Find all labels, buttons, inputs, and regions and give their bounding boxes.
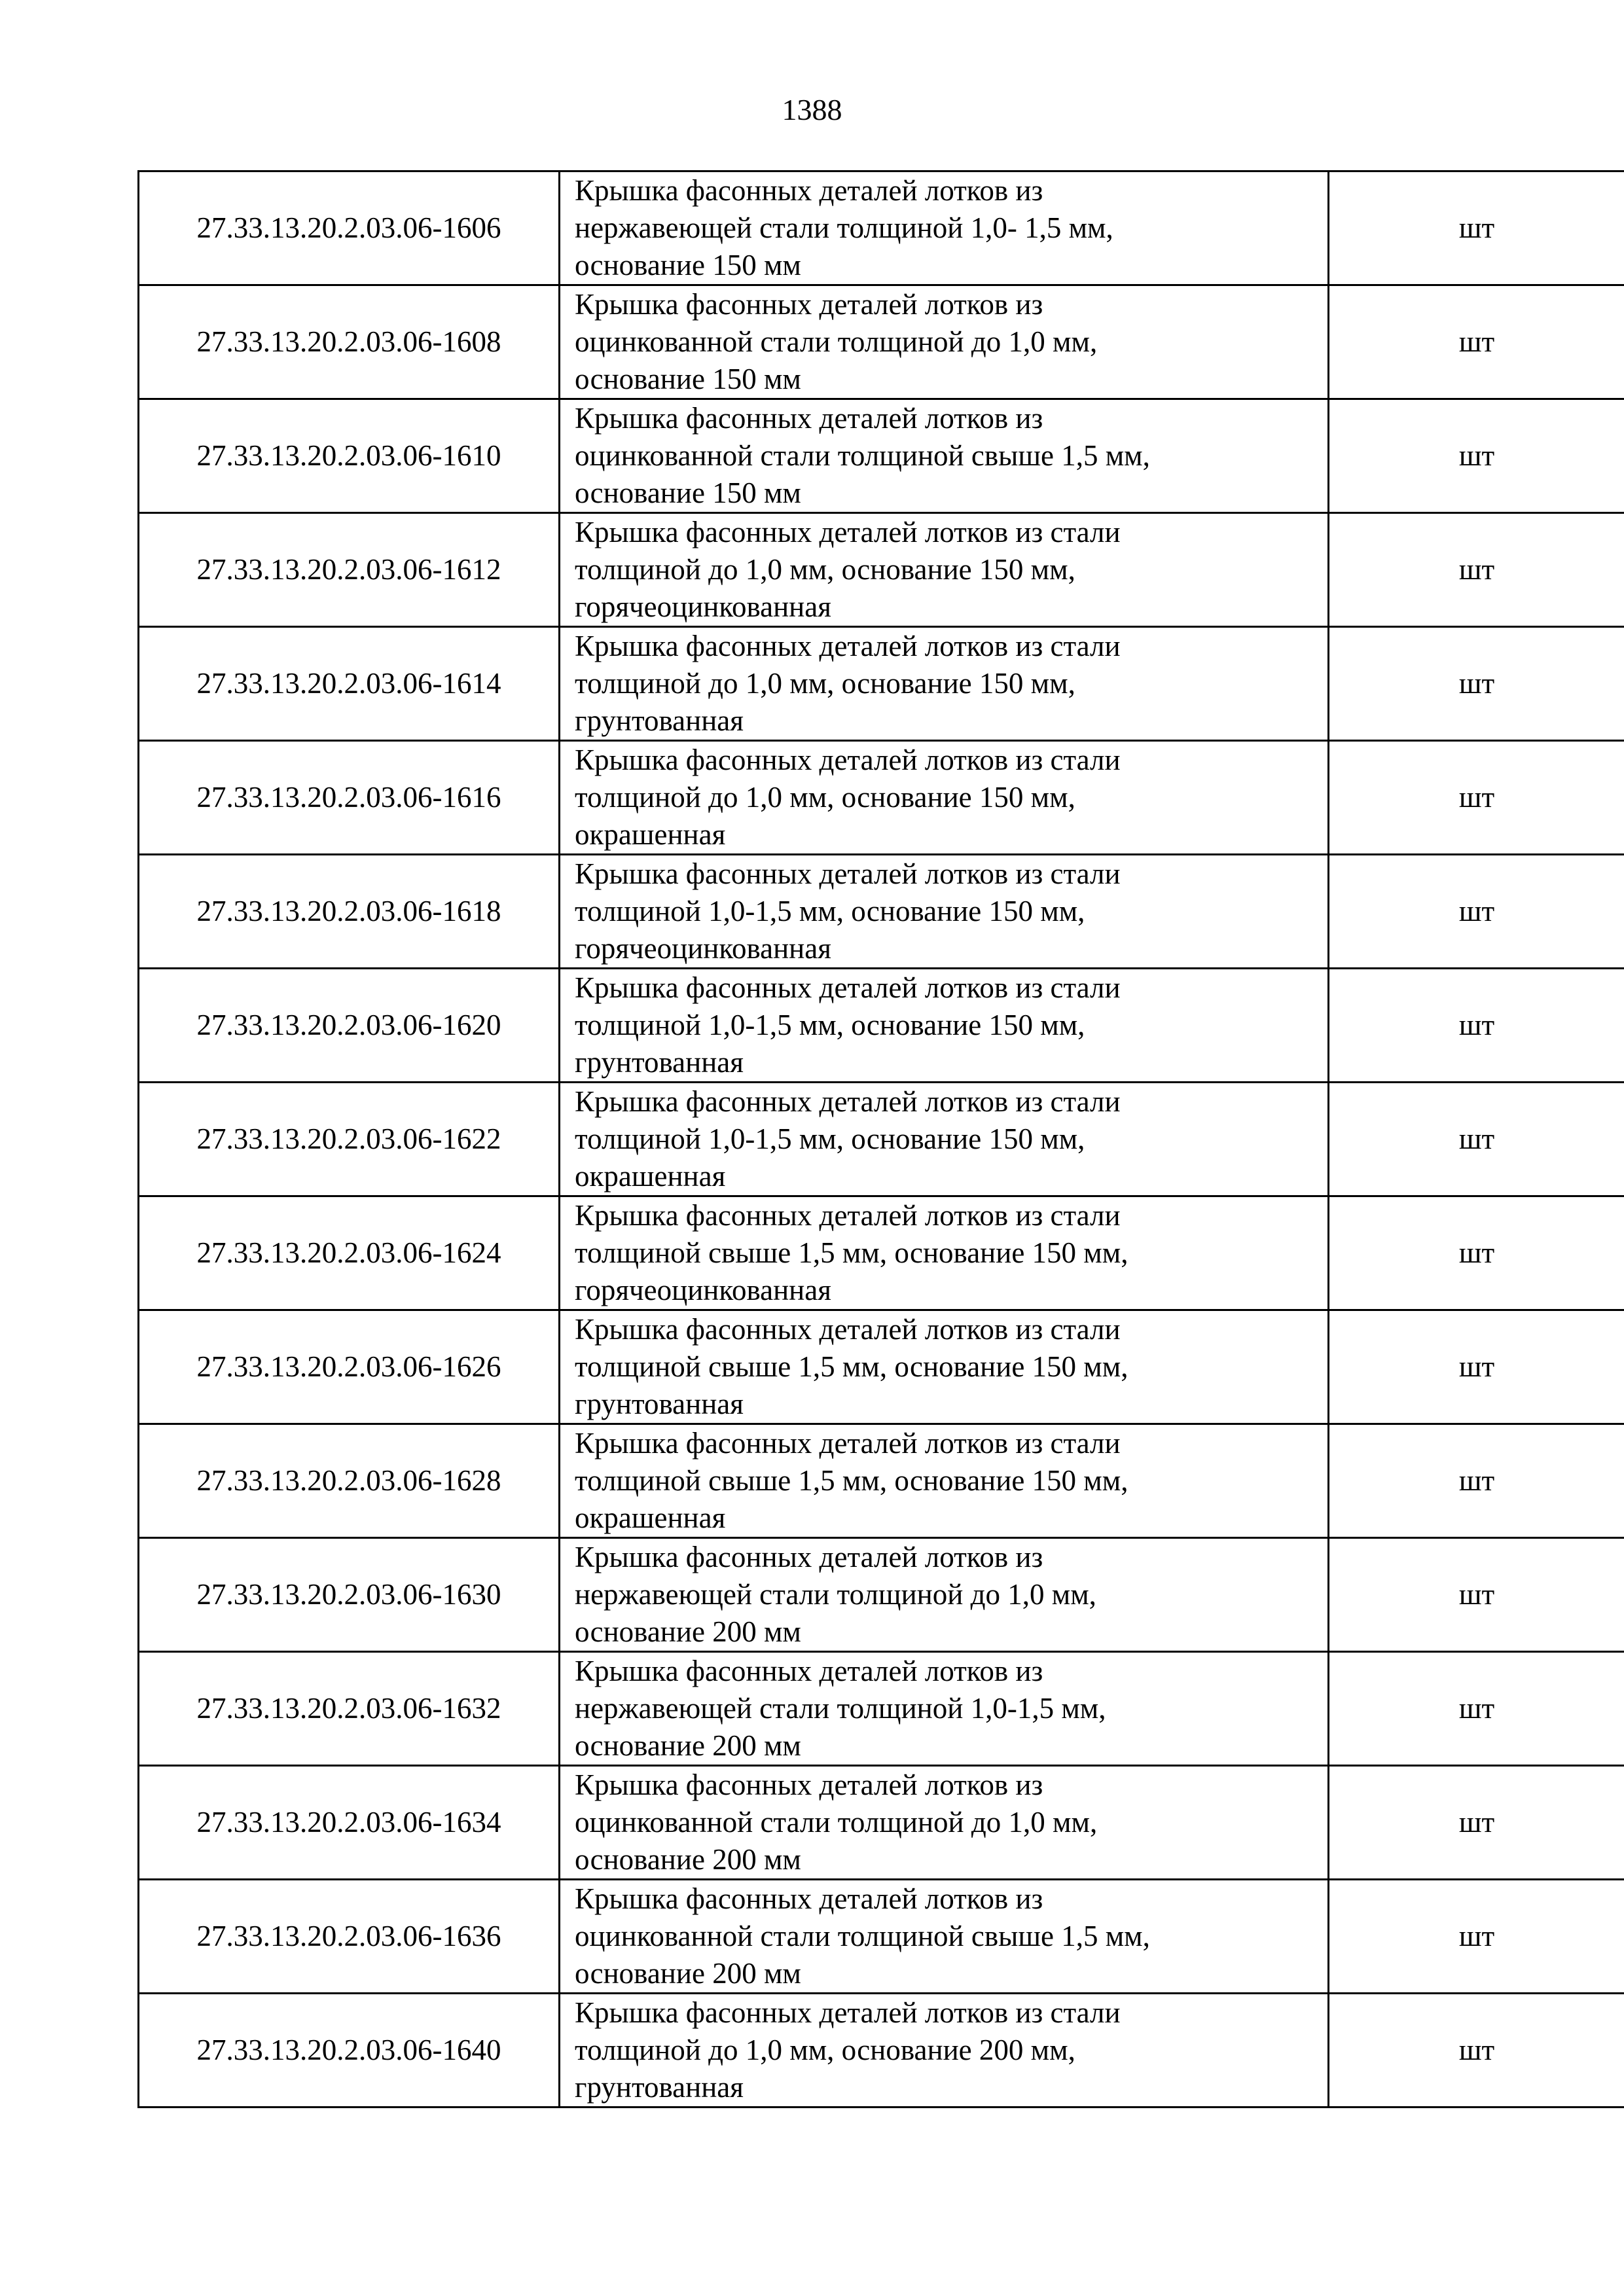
item-code: 27.33.13.20.2.03.06-1612 (139, 513, 560, 627)
table-row (139, 1196, 1624, 1310)
item-code: 27.33.13.20.2.03.06-1616 (139, 741, 560, 855)
item-description (560, 1196, 1329, 1310)
item-description (560, 741, 1329, 855)
description-line: толщиной до 1,0 мм, основание 150 мм, (575, 781, 1075, 814)
item-unit: шт (1329, 627, 1624, 741)
table-row (139, 1424, 1624, 1538)
description-line: грунтованная (575, 704, 744, 737)
description-line: толщиной свыше 1,5 мм, основание 150 мм, (575, 1464, 1128, 1497)
description-line: нержавеющей стали толщиной до 1,0 мм, (575, 1578, 1096, 1611)
description-line: Крышка фасонных деталей лотков из стали (575, 516, 1121, 548)
item-unit: шт (1329, 1652, 1624, 1766)
item-code: 27.33.13.20.2.03.06-1610 (139, 399, 560, 513)
item-code: 27.33.13.20.2.03.06-1634 (139, 1766, 560, 1880)
item-description (560, 855, 1329, 969)
description-line: Крышка фасонных деталей лотков из стали (575, 857, 1121, 890)
item-code: 27.33.13.20.2.03.06-1618 (139, 855, 560, 969)
description-line: Крышка фасонных деталей лотков из (575, 1541, 1043, 1573)
item-description (560, 1766, 1329, 1880)
description-line: Крышка фасонных деталей лотков из стали (575, 971, 1121, 1004)
description-line: оцинкованной стали толщиной свыше 1,5 мм, (575, 439, 1150, 472)
table-row (139, 1766, 1624, 1880)
item-unit: шт (1329, 969, 1624, 1083)
item-code: 27.33.13.20.2.03.06-1608 (139, 285, 560, 399)
description-line: толщиной до 1,0 мм, основание 200 мм, (575, 2034, 1075, 2066)
item-unit: шт (1329, 1994, 1624, 2108)
item-code: 27.33.13.20.2.03.06-1640 (139, 1994, 560, 2108)
item-unit: шт (1329, 1424, 1624, 1538)
description-line: основание 200 мм (575, 1729, 801, 1762)
description-line: толщиной 1,0-1,5 мм, основание 150 мм, (575, 1009, 1085, 1041)
description-line: Крышка фасонных деталей лотков из стали (575, 1199, 1121, 1232)
description-line: горячеоцинкованная (575, 932, 831, 965)
description-line: основание 200 мм (575, 1843, 801, 1876)
description-line: горячеоцинкованная (575, 1274, 831, 1306)
item-unit: шт (1329, 285, 1624, 399)
description-line: основание 150 мм (575, 476, 801, 509)
description-line: окрашенная (575, 818, 726, 851)
item-code: 27.33.13.20.2.03.06-1614 (139, 627, 560, 741)
description-line: окрашенная (575, 1501, 726, 1534)
description-line: Крышка фасонных деталей лотков из стали (575, 1313, 1121, 1346)
item-unit: шт (1329, 1538, 1624, 1652)
table-row (139, 171, 1624, 285)
description-line: толщиной до 1,0 мм, основание 150 мм, (575, 667, 1075, 700)
item-code: 27.33.13.20.2.03.06-1626 (139, 1310, 560, 1424)
description-line: Крышка фасонных деталей лотков из стали (575, 1996, 1121, 2029)
item-description (560, 1538, 1329, 1652)
description-line: толщиной 1,0-1,5 мм, основание 150 мм, (575, 895, 1085, 927)
description-line: Крышка фасонных деталей лотков из (575, 1882, 1043, 1915)
description-line: горячеоцинкованная (575, 590, 831, 623)
item-description (560, 1994, 1329, 2108)
item-code: 27.33.13.20.2.03.06-1622 (139, 1083, 560, 1196)
item-unit: шт (1329, 1083, 1624, 1196)
description-line: Крышка фасонных деталей лотков из стали (575, 630, 1121, 662)
table-row (139, 1880, 1624, 1994)
description-line: Крышка фасонных деталей лотков из (575, 174, 1043, 207)
item-description (560, 627, 1329, 741)
page-number: 1388 (782, 93, 842, 126)
description-line: толщиной 1,0-1,5 мм, основание 150 мм, (575, 1122, 1085, 1155)
description-line: оцинкованной стали толщиной до 1,0 мм, (575, 1806, 1098, 1839)
description-line: окрашенная (575, 1160, 726, 1193)
table-body (139, 171, 1624, 2108)
description-line: грунтованная (575, 2071, 744, 2104)
item-description (560, 171, 1329, 285)
table-row (139, 1652, 1624, 1766)
table-row (139, 1083, 1624, 1196)
item-code: 27.33.13.20.2.03.06-1632 (139, 1652, 560, 1766)
table-row (139, 1310, 1624, 1424)
table-row (139, 855, 1624, 969)
description-line: нержавеющей стали толщиной 1,0-1,5 мм, (575, 1692, 1106, 1725)
description-line: основание 150 мм (575, 249, 801, 281)
description-line: Крышка фасонных деталей лотков из (575, 1768, 1043, 1801)
item-code: 27.33.13.20.2.03.06-1624 (139, 1196, 560, 1310)
item-unit: шт (1329, 1766, 1624, 1880)
item-code: 27.33.13.20.2.03.06-1630 (139, 1538, 560, 1652)
table-row (139, 285, 1624, 399)
item-unit: шт (1329, 1880, 1624, 1994)
item-description (560, 969, 1329, 1083)
description-line: толщиной свыше 1,5 мм, основание 150 мм, (575, 1236, 1128, 1269)
item-description (560, 1310, 1329, 1424)
item-unit: шт (1329, 855, 1624, 969)
item-description (560, 285, 1329, 399)
table-row (139, 741, 1624, 855)
description-line: грунтованная (575, 1046, 744, 1079)
table-row (139, 1994, 1624, 2108)
item-unit: шт (1329, 1310, 1624, 1424)
item-code: 27.33.13.20.2.03.06-1636 (139, 1880, 560, 1994)
description-line: Крышка фасонных деталей лотков из (575, 288, 1043, 321)
description-line: нержавеющей стали толщиной 1,0- 1,5 мм, (575, 211, 1113, 244)
item-description (560, 1652, 1329, 1766)
spec-table (137, 170, 1624, 2108)
item-description (560, 1424, 1329, 1538)
description-line: основание 200 мм (575, 1957, 801, 1990)
table-row (139, 627, 1624, 741)
table-row (139, 399, 1624, 513)
item-description (560, 1880, 1329, 1994)
item-unit: шт (1329, 1196, 1624, 1310)
description-line: Крышка фасонных деталей лотков из стали (575, 1427, 1121, 1460)
item-code: 27.33.13.20.2.03.06-1628 (139, 1424, 560, 1538)
item-unit: шт (1329, 741, 1624, 855)
description-line: оцинкованной стали толщиной свыше 1,5 мм, (575, 1920, 1150, 1952)
description-line: толщиной до 1,0 мм, основание 150 мм, (575, 553, 1075, 586)
table-row (139, 513, 1624, 627)
item-code: 27.33.13.20.2.03.06-1606 (139, 171, 560, 285)
description-line: грунтованная (575, 1388, 744, 1420)
item-unit: шт (1329, 171, 1624, 285)
table-row (139, 1538, 1624, 1652)
item-unit: шт (1329, 399, 1624, 513)
description-line: оцинкованной стали толщиной до 1,0 мм, (575, 325, 1098, 358)
item-description (560, 399, 1329, 513)
item-description (560, 1083, 1329, 1196)
item-code: 27.33.13.20.2.03.06-1620 (139, 969, 560, 1083)
item-description (560, 513, 1329, 627)
description-line: Крышка фасонных деталей лотков из (575, 1655, 1043, 1687)
table-row (139, 969, 1624, 1083)
description-line: Крышка фасонных деталей лотков из (575, 402, 1043, 435)
description-line: основание 150 мм (575, 363, 801, 395)
description-line: Крышка фасонных деталей лотков из стали (575, 1085, 1121, 1118)
description-line: толщиной свыше 1,5 мм, основание 150 мм, (575, 1350, 1128, 1383)
item-unit: шт (1329, 513, 1624, 627)
description-line: Крышка фасонных деталей лотков из стали (575, 744, 1121, 776)
description-line: основание 200 мм (575, 1615, 801, 1648)
